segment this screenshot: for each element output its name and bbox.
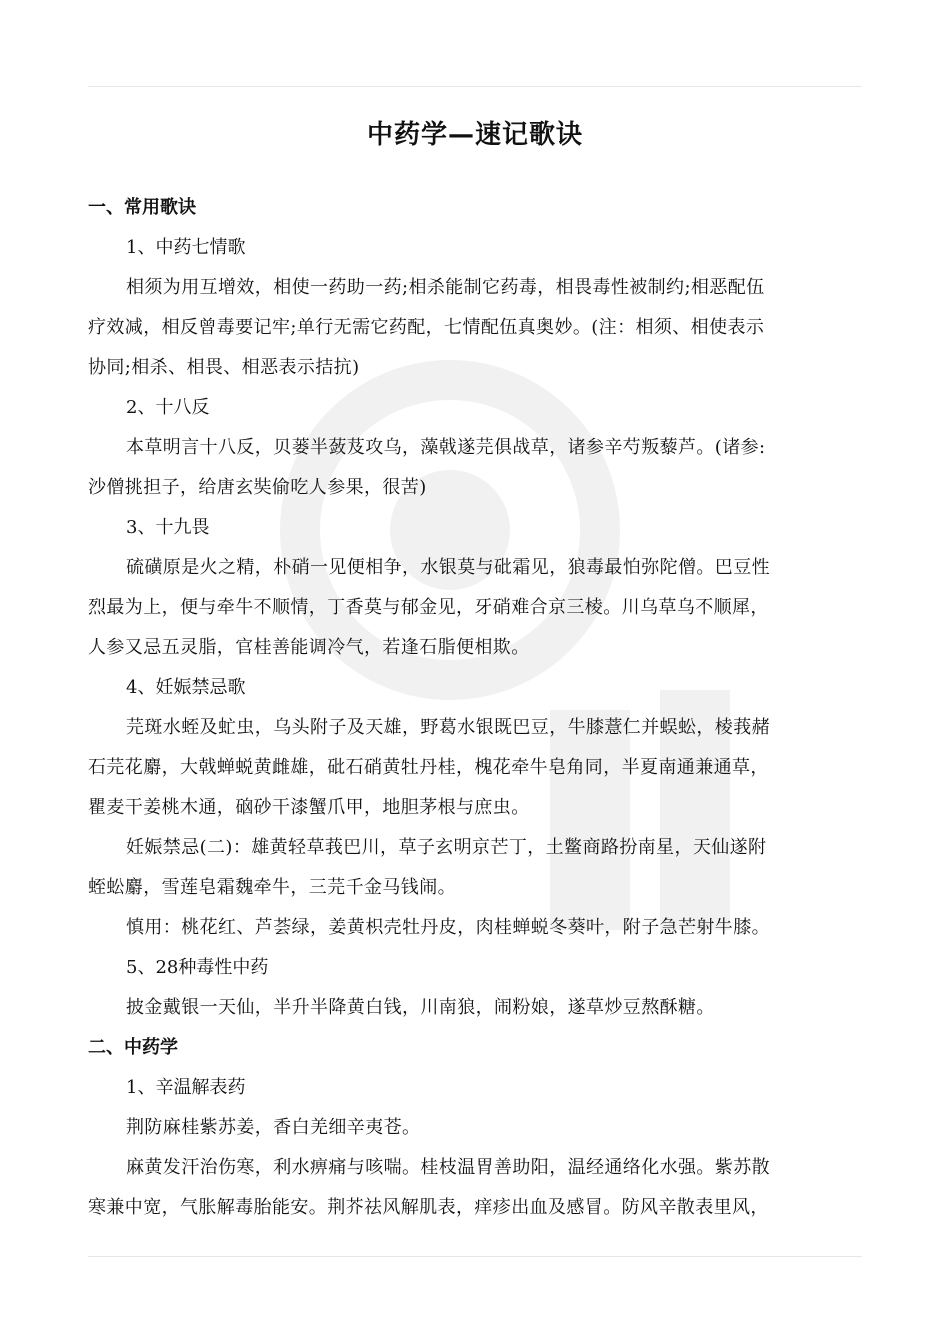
subsection-heading: 4、妊娠禁忌歌 [126, 677, 246, 698]
section-heading: 一、常用歌诀 [88, 197, 196, 218]
paragraph [88, 828, 868, 908]
paragraph-line: 芫斑水蛭及虻虫，乌头附子及天雄，野葛水银既巴豆，牛膝薏仁并蜈蚣，棱莪赭 [126, 717, 770, 738]
paragraph-line: 本草明言十八反，贝蒌半蔹芨攻乌，藻戟遂芫俱战草，诸参辛芍叛藜芦。(诸参: [126, 437, 766, 458]
subsection-heading: 2、十八反 [126, 397, 210, 418]
paragraph [88, 268, 868, 388]
subsection-heading: 3、十九畏 [126, 517, 210, 538]
paragraph [88, 908, 868, 948]
paragraph-line: 麻黄发汗治伤寒，利水痹痛与咳喘。桂枝温胃善助阳，温经通络化水强。紫苏散 [126, 1157, 770, 1178]
footer-rule [88, 1256, 862, 1257]
paragraph-line: 寒兼中宽，气胀解毒胎能安。荆芥祛风解肌表，痒疹出血及感冒。防风辛散表里风， [88, 1197, 769, 1218]
paragraph [88, 988, 868, 1028]
paragraph [88, 548, 868, 668]
paragraph-line: 协同;相杀、相畏、相恶表示拮抗) [88, 357, 360, 378]
paragraph [88, 1148, 868, 1228]
paragraph [88, 428, 868, 508]
document-title: 中药学—速记歌诀 [366, 120, 583, 150]
paragraph-line: 沙僧挑担子，给唐玄奘偷吃人参果，很苦) [88, 477, 427, 498]
paragraph [88, 708, 868, 828]
section-heading: 二、中药学 [88, 1037, 178, 1058]
paragraph-line: 妊娠禁忌(二)：雄黄轻草莪巴川，草子玄明京芒丁，土鳖商路扮南星，天仙遂附 [126, 837, 767, 858]
paragraph-line: 烈最为上，便与牵牛不顺情，丁香莫与郁金见，牙硝难合京三棱。川乌草乌不顺犀， [88, 597, 769, 618]
paragraph-line: 荆防麻桂紫苏姜，香白羌细辛夷苍。 [126, 1117, 421, 1138]
document-body [88, 188, 868, 1228]
subsection-heading: 1、辛温解表药 [126, 1077, 246, 1098]
paragraph-line: 慎用：桃花红、芦荟绿，姜黄枳壳牡丹皮，肉桂蝉蜕冬葵叶，附子急芒射牛膝。 [126, 917, 770, 938]
subsection-heading: 1、中药七情歌 [126, 237, 246, 258]
paragraph-line: 披金戴银一天仙，半升半降黄白钱，川南狼，闹粉娘，遂草炒豆熬酥糖。 [126, 997, 715, 1018]
header-rule [88, 86, 862, 87]
paragraph-line: 人参又忌五灵脂，官桂善能调冷气，若逢石脂便相欺。 [88, 637, 530, 658]
paragraph-line: 石芫花麝，大戟蝉蜕黄雌雄，砒石硝黄牡丹桂，槐花牵牛皂角同，半夏南通兼通草， [88, 757, 769, 778]
paragraph-line: 相须为用互增效，相使一药助一药;相杀能制它药毒，相畏毒性被制约;相恶配伍 [126, 277, 765, 298]
paragraph-line: 蛭蚣麝，雪莲皂霜魏牵牛，三芫千金马钱闹。 [88, 877, 456, 898]
paragraph-line: 硫磺原是火之精，朴硝一见便相争，水银莫与砒霜见，狼毒最怕弥陀僧。巴豆性 [126, 557, 770, 578]
paragraph-line: 疗效减，相反曾毒要记牢;单行无需它药配，七情配伍真奥妙。(注：相须、相使表示 [88, 317, 765, 338]
subsection-heading: 5、28种毒性中药 [126, 957, 269, 978]
paragraph-line: 瞿麦干姜桃木通，硇砂干漆蟹爪甲，地胆茅根与庶虫。 [88, 797, 530, 818]
paragraph [88, 1108, 868, 1148]
